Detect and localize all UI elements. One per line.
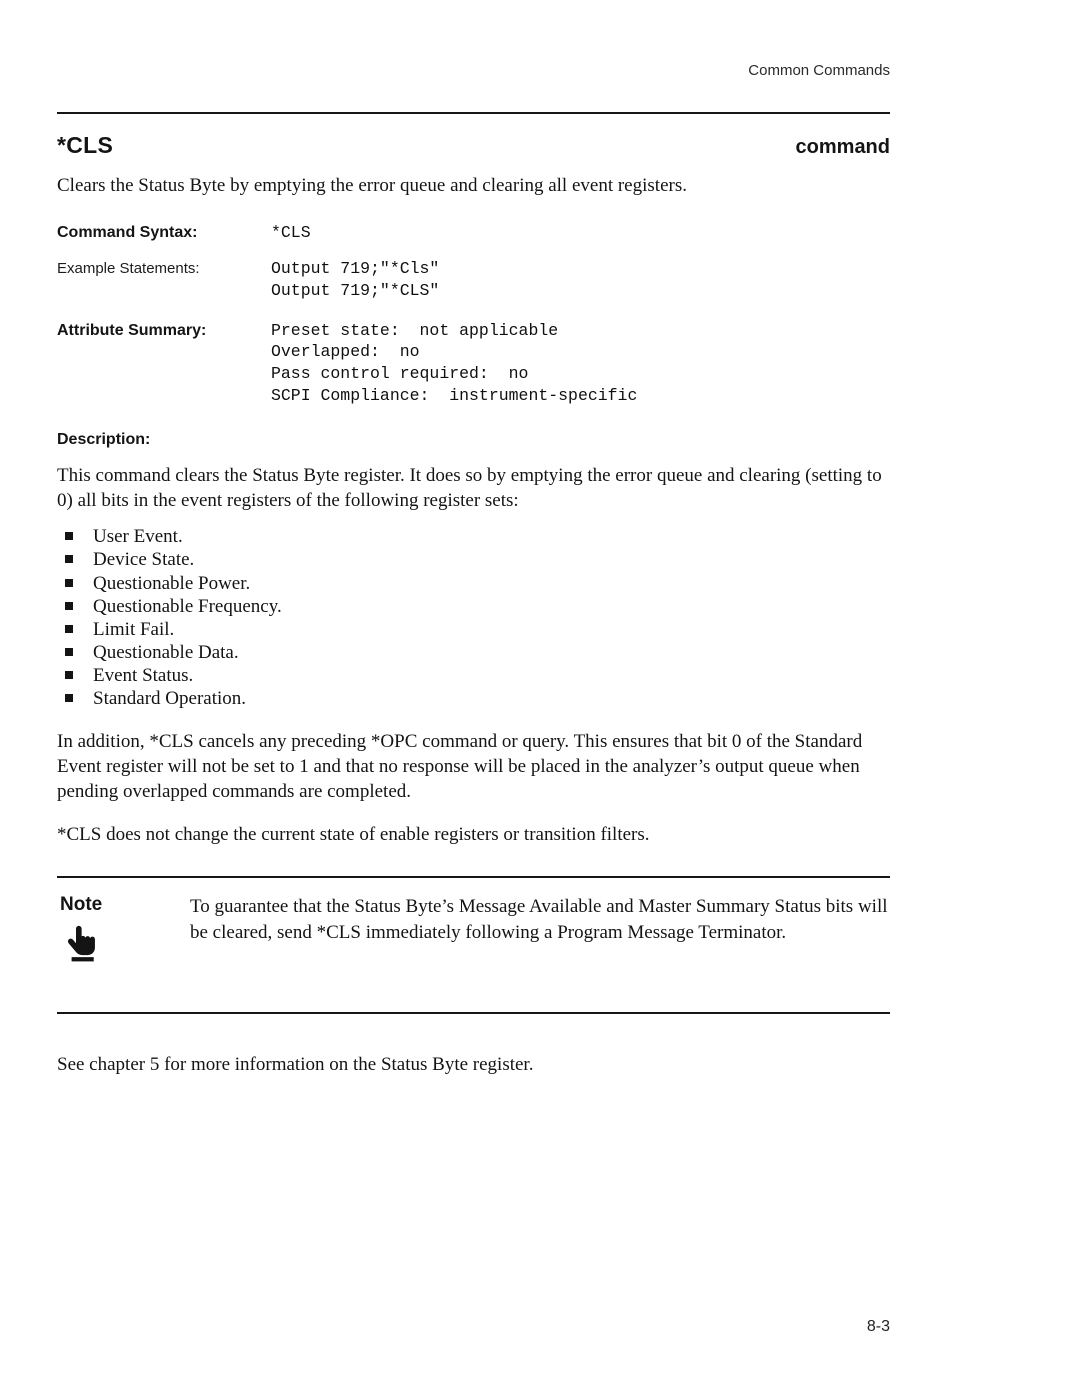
running-head: Common Commands	[748, 62, 890, 79]
note-bottom-rule	[57, 1012, 890, 1014]
bullet-square-icon	[65, 555, 73, 563]
command-title: *CLS	[57, 132, 114, 158]
list-item-text: Device State.	[93, 549, 195, 571]
register-set-list	[57, 525, 890, 710]
command-syntax-section	[57, 222, 890, 244]
example-statements-section	[57, 258, 890, 302]
command-syntax-value: *CLS	[271, 223, 311, 243]
code-line: SCPI Compliance: instrument-specific	[271, 385, 638, 405]
list-item	[57, 618, 890, 641]
example-statements-code	[271, 258, 890, 302]
bullet-square-icon	[65, 671, 73, 679]
bullet-square-icon	[65, 579, 73, 587]
attribute-summary-section	[57, 320, 890, 407]
list-item	[57, 687, 890, 710]
list-item	[57, 525, 890, 548]
example-statements-label: Example Statements:	[57, 260, 200, 278]
description-intro: This command clears the Status Byte register. It does so by emptying the error queue and clearing (setting to 0) all bits in the event registers of the following register sets:	[57, 464, 882, 511]
intro-paragraph: Clears the Status Byte by emptying the error queue and clearing all event registers.	[57, 175, 687, 196]
list-item-text: Questionable Power.	[93, 572, 251, 594]
note-text: To guarantee that the Status Byte’s Message Available and Master Summary Status bits will be cleared, send *CLS immediately following a Program Message Terminator.	[190, 895, 888, 944]
code-line: Output 719;"*CLS"	[271, 280, 440, 300]
description-label: Description:	[57, 430, 151, 448]
list-item	[57, 664, 890, 687]
code-line: Pass control required: no	[271, 364, 529, 384]
list-item-text: User Event.	[93, 526, 183, 548]
attribute-summary-code	[271, 320, 890, 407]
list-item-text: Limit Fail.	[93, 618, 175, 640]
code-line: Output 719;"*Cls"	[271, 259, 440, 279]
title-row	[57, 132, 890, 159]
page-number: 8-3	[866, 1318, 890, 1335]
pointing-hand-icon	[66, 924, 190, 967]
note-block	[57, 894, 890, 1002]
command-type-label: command	[795, 136, 890, 158]
list-item	[57, 595, 890, 618]
list-item	[57, 548, 890, 571]
note-left-column	[57, 894, 190, 1002]
list-item-text: Questionable Data.	[93, 642, 239, 664]
description-paragraph-2: In addition, *CLS cancels any preceding *OPC command or query. This ensures that bit 0 of the Standard Event register will not be set to 1 and that no response will be placed in the analyzer’s output queue when pending overlapped commands are completed.	[57, 730, 863, 803]
description-paragraph-3: *CLS does not change the current state of enable registers or transition filters.	[57, 824, 650, 846]
note-label: Note	[60, 893, 103, 915]
list-item	[57, 641, 890, 664]
list-item-text: Event Status.	[93, 665, 194, 687]
list-item	[57, 572, 890, 595]
list-item-text: Questionable Frequency.	[93, 595, 282, 617]
closing-paragraph: See chapter 5 for more information on the Status Byte register.	[57, 1053, 534, 1075]
list-item-text: Standard Operation.	[93, 688, 247, 710]
command-syntax-label: Command Syntax:	[57, 224, 198, 242]
attribute-summary-label: Attribute Summary:	[57, 321, 207, 339]
bullet-square-icon	[65, 648, 73, 656]
code-line: Overlapped: no	[271, 342, 420, 362]
bullet-square-icon	[65, 602, 73, 610]
bullet-square-icon	[65, 532, 73, 540]
note-top-rule	[57, 876, 890, 878]
code-line: Preset state: not applicable	[271, 320, 559, 340]
header-rule	[57, 112, 890, 114]
bullet-square-icon	[65, 625, 73, 633]
bullet-square-icon	[65, 694, 73, 702]
